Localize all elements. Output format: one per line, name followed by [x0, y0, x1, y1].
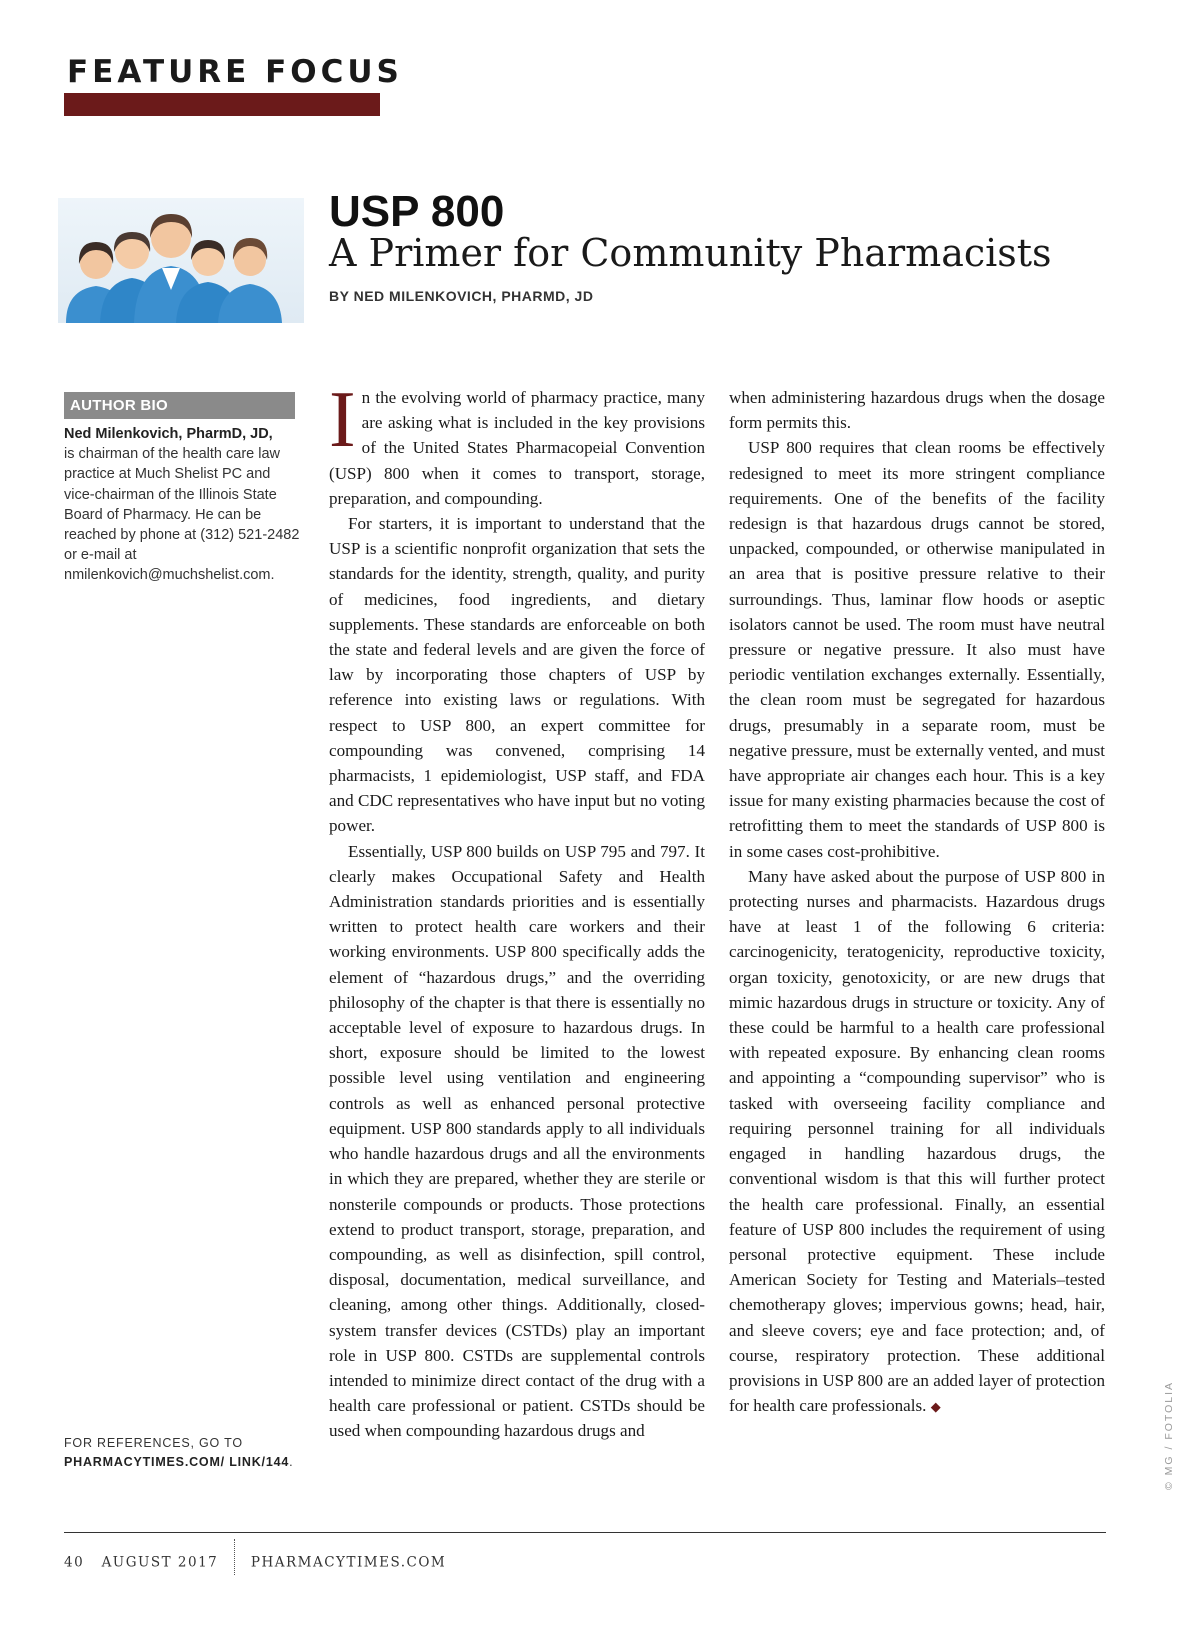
pharmacists-icon: [58, 198, 304, 323]
article-column-1: [329, 376, 705, 1444]
group-of-pharmacists-illustration: [58, 198, 304, 323]
author-name: Ned Milenkovich, PharmD, JD,: [64, 426, 273, 442]
paragraph-1-text: n the evolving world of pharmacy practice, many are asking what is included in the key provisions of the United States Pharmacopeial Convention (USP) 800 when it comes to transport, storage, preparation, and compounding.: [329, 388, 705, 508]
references-suffix: .: [289, 1455, 294, 1469]
paragraph-1: [329, 376, 705, 511]
references-link[interactable]: PHARMACYTIMES.COM/ LINK/144: [64, 1455, 290, 1469]
author-bio-text: is chairman of the health care law practice at Much Shelist PC and vice-chairman of the Illinois State Board of Pharmacy. He can be reached by phone at (312) 521-2482 or e-mail at nmilenkovich@muchshelist.com.: [64, 446, 300, 584]
end-mark-icon: ◆: [930, 1399, 941, 1415]
site-name[interactable]: PHARMACYTIMES.COM: [250, 1554, 447, 1571]
section-divider-bar: [64, 93, 380, 116]
section-label: FEATURE FOCUS: [67, 54, 403, 90]
author-bio-heading: AUTHOR BIO: [64, 392, 295, 419]
article-column-2: [729, 385, 1105, 1419]
page-number: 40: [64, 1554, 85, 1571]
footer-rule: [64, 1532, 1106, 1533]
photo-credit: © MG / FOTOLIA: [1163, 1380, 1175, 1490]
page-footer: [64, 1545, 446, 1581]
paragraph-6: [729, 864, 1105, 1419]
paragraph-2: For starters, it is important to understand that the USP is a scientific nonprofit organization that sets the standards for the identity, strength, quality, and purity of medicines, food ingredients, and dietary supplements. These standards are enforceable on both the state and federal levels and are given the force of law by incorporating those chapters of USP by reference into existing laws or regulations. With respect to USP 800, an expert committee for compounding was convened, comprising 14 pharmacists, 1 epidemiologist, USP staff, and FDA and CDC representatives who have input but no voting power.: [329, 514, 705, 836]
footer-separator: [234, 1539, 235, 1575]
article-byline: BY NED MILENKOVICH, PHARMD, JD: [329, 288, 594, 304]
article-title: USP 800: [329, 187, 505, 236]
paragraph-4: when administering hazardous drugs when the dosage form permits this.: [729, 388, 1105, 433]
author-bio: [64, 424, 304, 586]
paragraph-6-text: Many have asked about the purpose of USP 800 in protecting nurses and pharmacists. Hazardous drugs have at least 1 of the following 6 criteria: carcinogenicity, teratogenicity, reproductive toxicity, organ toxicity, genotoxicity, or are new drugs that mimic hazardous drugs in structure or toxicity. Any of these could be harmful to a health care professional with repeated exposure. By enhancing clean rooms and appointing a “compounding supervisor” who is tasked with overseeing facility compliance and requiring personnel training for all individuals engaged in handling hazardous drugs, the conventional wisdom is that this will further protect the health care professional. Finally, an essential feature of USP 800 includes the requirement of using personal protective equipment. These include American Society for Testing and Materials–tested chemotherapy gloves; impervious gowns; head, hair, and sleeve covers; eye and face protection; and, of course, respiratory protection. These additional provisions in USP 800 are an added layer of protection for health care professionals.: [729, 866, 1105, 1416]
paragraph-5: USP 800 requires that clean rooms be effectively redesigned to meet its more stringent compliance requirements. One of the benefits of the facility redesign is that hazardous drugs cannot be stored, unpacked, compounded, or otherwise manipulated in an area that is positive pressure relative to their surroundings. Thus, laminar flow hoods or aseptic isolators cannot be used. The room must have neutral pressure or negative pressure. It also must have periodic ventilation exchanges externally. Essentially, the clean room must be segregated for hazardous drugs, presumably in a separate room, must be negative pressure, must be externally vented, and must have appropriate air changes each hour. This is a key issue for many existing pharmacies because the cost of retrofitting them to meet the standards of USP 800 is in some cases cost-prohibitive.: [729, 438, 1105, 861]
issue-date: AUGUST 2017: [101, 1554, 219, 1571]
references-note: [64, 1434, 304, 1472]
article-subtitle: A Primer for Community Pharmacists: [329, 231, 1052, 275]
paragraph-3: Essentially, USP 800 builds on USP 795 and 797. It clearly makes Occupational Safety and Health Administration standards priorities and is essentially written to protect health care workers and their working environments. USP 800 specifically adds the element of “hazardous drugs,” and the overriding philosophy of the chapter is that there is essentially no acceptable level of exposure to hazardous drugs. In short, exposure should be limited to the lowest possible level using ventilation and engineering controls as well as enhanced personal protective equipment. USP 800 standards apply to all individuals who handle hazardous drugs and all the environments in which they are prepared, whether they are sterile or nonsterile compounds or products. Those protections extend to product transport, storage, preparation, and compounding, as well as disinfection, spill control, disposal, documentation, medical surveillance, and cleaning, among other things. Additionally, closed-system transfer devices (CSTDs) play an important role in USP 800. CSTDs are supplemental controls intended to minimize direct contact of the drug with a health care professional or patient. CSTDs should be used when compounding hazardous drugs and: [329, 841, 705, 1441]
references-prefix: FOR REFERENCES, GO TO: [64, 1436, 243, 1450]
drop-cap: I: [329, 376, 356, 464]
